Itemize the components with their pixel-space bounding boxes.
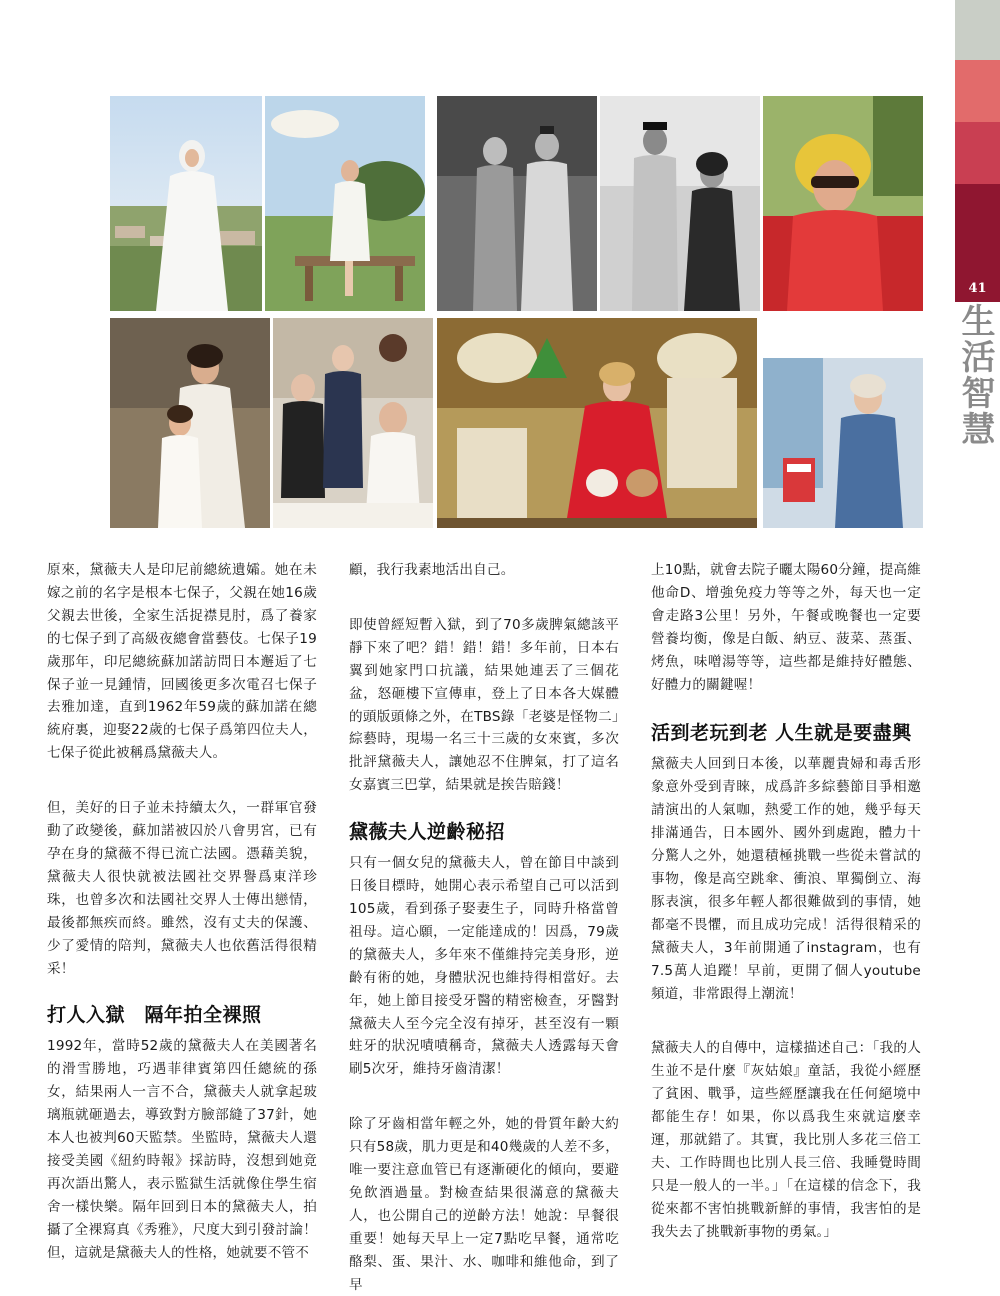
section-heading: 打人入獄 隔年拍全裸照 [47, 1004, 262, 1027]
section-heading: 黛薇夫人逆齡秘招 [349, 821, 506, 844]
paragraph: 黛薇夫人回到日本後，以華麗貴婦和毒舌形象意外受到青睞，成爲許多綜藝節目爭相邀請演出的人氣咖，熱愛工作的她，幾乎每天排滿通告，日本國外、國外到處跑，體力十分驚人之外，她還積極挑戰一些從未嘗試的事物，像是高空跳傘、衝浪、單獨倒立、海豚表演，很多年輕人都很難做到的事情，她都毫不畏懼，而且成功完成！活得很精采的黛薇夫人，3年前開通了instagram，也有7.5萬人追蹤！早前，更開了個人youtube頻道，非常跟得上潮流！ [651, 756, 921, 1002]
text-column-2 [349, 559, 619, 1296]
section-title: 生活智慧 [955, 303, 995, 447]
photo-mother-daughter [110, 318, 270, 528]
text-column-1 [47, 559, 317, 1264]
paragraph: 即使曾經短暫入獄，到了70多歲脾氣總該平靜下來了吧？錯！錯！錯！多年前，日本右翼到她家門口抗議，結果她連丟了三個花盆，怒砸樓下宣傳車，登上了日本各大媒體的頭版頭條之外，在TBS錄「老婆是怪物二」綜藝時，現場一名三十三歲的女來賓，多次批評黛薇夫人，讓她忍不住脾氣，打了這名女嘉賓三巴掌，結果就是挨告賠錢！ [349, 616, 619, 794]
photo-family-dinner [273, 318, 433, 528]
section-heading: 活到老玩到老 人生就是要盡興 [651, 722, 912, 745]
page-number: 41 [968, 281, 987, 296]
paragraph: 黛薇夫人的自傳中，這樣描述自己：「我的人生並不是什麼『灰姑娘』童話，我從小經歷了貧困、戰爭，這些經歷讓我在任何絕境中都能生存！如果，你以爲我生來就這麼幸運，那就錯了。其實，我比別人多花三倍工夫、工作時間也比別人長三倍、我睡覺時間只是一般人的一半。」「在這樣的信念下，我從來都不害怕挑戰新鮮的事情，我害怕的是我失去了挑戰新事物的勇氣。」 [651, 1040, 921, 1240]
photo-woman-white-robe-hilltop [110, 96, 262, 311]
paragraph: 上10點，就會去院子曬太陽60分鐘，提高維他命D、增強免疫力等等之外，每天也一定會走路3公里！另外，午餐或晚餐也一定要營養均衡，像是白飯、納豆、菠菜、蒸蛋、烤魚，味噌湯等等，這些都是維持好體態、好體力的關鍵喔！ [651, 562, 921, 693]
paragraph: 只有一個女兒的黛薇夫人，曾在節目中談到日後目標時，她開心表示希望自己可以活到105歲，看到孫子娶妻生子，同時升格當曾祖母。這心願，一定能達成的！因爲，79歲的黛薇夫人，多年來不僅維持完美身形，逆齡有術的她，身體狀況也維持得相當好。去年，她上節目接受牙醫的精密檢查，牙醫對黛薇夫人至今完全沒有掉牙，甚至沒有一顆蛀牙的狀況嘖嘖稱奇，黛薇夫人透露每天會刷5次牙，維持牙齒清潔！ [349, 855, 619, 1078]
paragraph: 但，美好的日子並未持續太久，一群軍官發動了政變後，蘇加諾被囚於八會男宮，已有孕在身的黛薇不得已流亡法國。憑藉美貌，黛薇夫人很快就被法國社交界譽爲東洋珍珠，也曾多次和法國社交界人士傳出戀情，最後都無疾而終。雖然，沒有丈夫的保護、少了愛情的陪判，黛薇夫人也依舊活得很精采！ [47, 800, 317, 977]
text-column-3 [651, 559, 921, 1244]
paragraph: 1992年，當時52歲的黛薇夫人在美國著名的滑雪勝地，巧遇菲律賓第四任總統的孫女，結果兩人一言不合，黛薇夫人就拿起玻璃瓶就砸過去，導致對方臉部縫了37針，她本人也被判60天監禁。坐監時，黛薇夫人還接受美國《紐約時報》採訪時，沒想到她竟再次語出驚人，表示監獄生活就像住學生宿舍一樣快樂。隔年回到日本的黛薇夫人，拍攝了全裸寫真《秀雅》，尺度大到引發討論！但，這就是黛薇夫人的性格，她就要不管不 [47, 1038, 317, 1261]
photo-woman-red-dress-dogs [437, 318, 757, 528]
photo-woman-reading-magazine [763, 318, 923, 528]
paragraph: 除了牙齒相當年輕之外，她的骨質年齡大約只有58歲，肌力更是和40幾歲的人差不多，唯一要注意血管已有逐漸硬化的傾向，要避免飲酒過量。對檢查結果很滿意的黛薇夫人，也公開自己的逆齡方法！她說：早餐很重要！她每天早上一定7點吃早餐，通常吃酪梨、蛋、果汁、水、咖啡和維他命，到了早 [349, 1116, 619, 1293]
paragraph: 顧，我行我素地活出自己。 [349, 562, 515, 578]
color-tab-salmon [955, 60, 1000, 122]
color-tab-red [955, 122, 1000, 184]
photo-couple-military-bw [600, 96, 760, 311]
color-tab-gray [955, 0, 1000, 60]
photo-woman-sunglasses-car [763, 96, 923, 311]
paragraph: 原來，黛薇夫人是印尼前總統遺孀。她在未嫁之前的名字是根本七保子，父親在她16歲父親去世後，全家生活捉襟見肘，爲了養家的七保子到了高級夜總會當藝伎。七保子19歲那年，印尼總統蘇加諾訪問日本邂逅了七保子並一見鍾情，回國後更多次電召七保子去雅加達，直到1962年59歲的蘇加諾在總統府裏，迎娶22歲的七保子爲第四位夫人，七保子從此被稱爲黛薇夫人。 [47, 562, 317, 762]
photo-woman-parasol-bench [265, 96, 425, 311]
photo-couple-formal-bw [437, 96, 597, 311]
